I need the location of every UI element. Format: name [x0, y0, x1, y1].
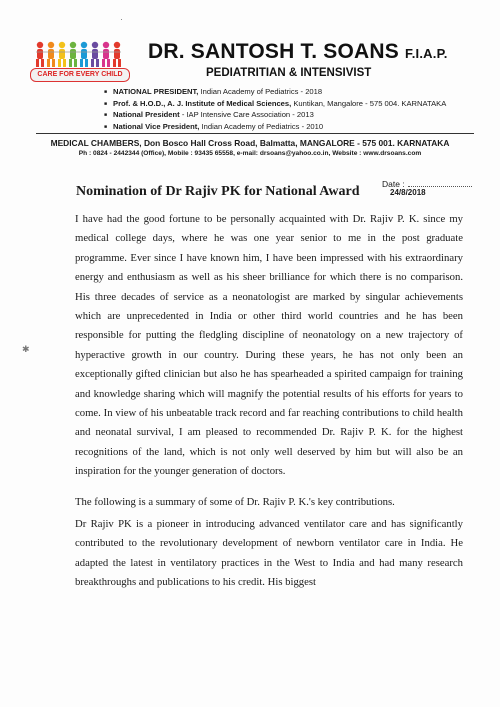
position-title: Prof. & H.O.D., A. J. Institute of Medical Sciences,: [113, 98, 292, 108]
position-item: [104, 110, 446, 122]
date-value: 24/8/2018: [390, 188, 426, 197]
date-dotted-line: [408, 186, 472, 187]
doctor-name-text: DR. SANTOSH T. SOANS: [148, 40, 399, 63]
position-item: [104, 87, 446, 99]
position-detail: Indian Academy of Pediatrics - 2010: [199, 121, 324, 131]
position-detail: - IAP Intensive Care Association - 2013: [179, 110, 314, 119]
paragraph-introduction: I have had the good fortune to be personally acquainted with Dr. Rajiv P. K. since my medical college days, where he was one year senior to me in the post graduate programme. Ever since I have known him, I have been impressed with his extraordinary energy and enthusiasm as well as his sheer brilliance for which there is no comparison. His three decades of service as a neonatologist are marked by singular achievements which are unprecedented in India or other third world countries and he has been responsible for putting the fledgling discipline of neonatology on a new trajectory of hyperactive growth in our country. During these years, he has not only been an exceptionally gifted clinician but also he has spearheaded a spirited campaign for training and knowledge sharing which will magnify the potential results of his efforts for years to come. In view of his unbeatable track record and far reaching contributions to child health and neonatal survival, I am pleased to recommended Dr. Rajiv P. K. for the highest recognitions of the land, which is not only well deserved by him but will also be an inspiration for the younger generation of doctors.: [75, 213, 463, 478]
letter-title: Nomination of Dr Rajiv PK for National Award: [76, 184, 360, 199]
position-title: National Vice President,: [113, 121, 200, 131]
doctor-specialty: PEDIATRITIAN & INTENSIVIST: [206, 67, 372, 79]
clinic-address: MEDICAL CHAMBERS, Don Bosco Hall Cross Road, Balmatta, MANGALORE - 575 001. KARNATAKA: [50, 138, 450, 148]
date-label: Date :: [382, 179, 405, 189]
position-detail: Indian Academy of Pediatrics - 2018: [198, 87, 323, 96]
position-title: National President: [113, 110, 180, 119]
doctor-credential: F.I.A.P.: [405, 46, 448, 61]
doctor-name: [148, 40, 448, 64]
header-divider: [36, 133, 474, 134]
clinic-logo: [30, 40, 128, 82]
position-detail: Kuntikan, Mangalore - 575 004. KARNATAKA: [291, 98, 447, 108]
contact-line: Ph : 0824 - 2442344 (Office), Mobile : 93435 65558, e-mail: drsoans@yahoo.co.in, Website : www.drsoans.com: [78, 150, 422, 157]
scan-mark-margin: ✱: [22, 344, 30, 354]
logo-tagline: CARE FOR EVERY CHILD: [30, 68, 130, 82]
position-item: [104, 122, 446, 134]
scan-mark-top: ·: [120, 14, 123, 24]
position-title: NATIONAL PRESIDENT,: [113, 87, 199, 96]
paragraph-contributions: Dr Rajiv PK is a pioneer in introducing advanced ventilator care and has significantly contributed to the revolutionary development of newborn ventilator care in India. He adapted the latest in ventilatory practices in the West to India and had many research breakthroughs and publications to his credit. His biggest: [75, 518, 463, 589]
children-logo-icon: [34, 40, 122, 68]
positions-list: [104, 87, 446, 133]
paragraph-summary-lead: The following is a summary of some of Dr. Rajiv P. K.'s key contributions.: [75, 496, 395, 508]
position-item: [104, 99, 446, 111]
